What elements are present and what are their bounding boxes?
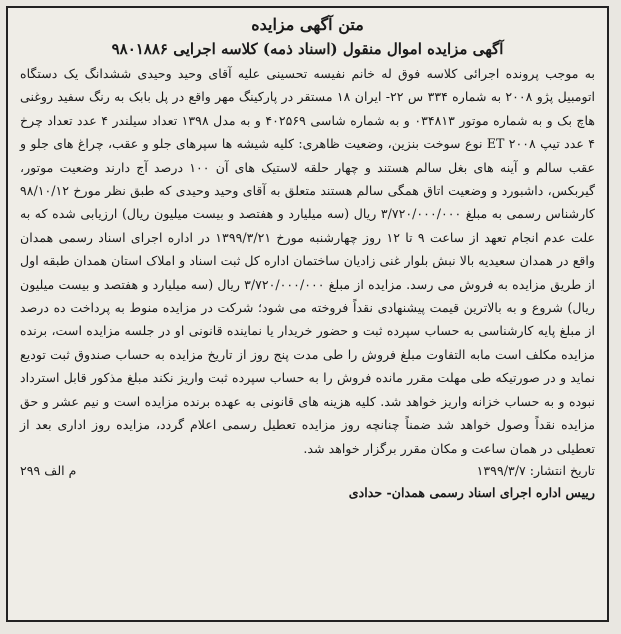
notice-code: م الف ۲۹۹ <box>20 462 77 478</box>
footer-row <box>20 460 595 482</box>
auction-notice <box>6 6 609 622</box>
notice-subtitle: آگهی مزایده اموال منقول (اسناد ذمه) کلاسه اجرایی ۹۸۰۱۸۸۶ <box>111 40 504 58</box>
notice-title: متن آگهی مزایده <box>251 15 364 34</box>
signature-line: رییس اداره اجرای اسناد رسمی همدان- حدادی <box>348 484 595 500</box>
notice-footer <box>8 460 607 504</box>
notice-body-text: به موجب پرونده اجرائی کلاسه فوق له خانم نفیسه تحسینی علیه آقای وحید وحیدی ششدانگ یک دستگاه اتومبیل پژو ۲۰۰۸ به شماره ۳۳۴ س ۲۲- ایران ۱۸ مستقر در پارکینگ مهر واقع در پل بابک به رنگ سفید روغنی هاچ بک و به شماره موتور ۰۳۴۸۱۳ و به شماره شاسی ۴۰۲۵۶۹ و به مدل ۱۳۹۸ تعداد سیلندر ۴ عدد تعداد چرخ ۴ عدد تیپ ET ۲۰۰۸ نوع سوخت بنزین، وضعیت ظاهری: کلیه شیشه ها سپرهای جلو و عقب، چراغ های جلو و عقب سالم و آینه های بغل سالم هستند و چهار حلقه لاستیک های آن ۱۰۰ درصد آج دارند وضعیت موتور، گیربکس، داشبورد و وضعیت اتاق همگی سالم هستند متعلق به آقای وحید وحیدی که طبق نظر مورخ ۹۸/۱۰/۱۲ کارشناس رسمی به مبلغ ۳/۷۲۰/۰۰۰/۰۰۰ ریال (سه میلیارد و هفتصد و بیست میلیون ریال) ارزیابی شده که به علت عدم انجام تعهد از ساعت ۹ تا ۱۲ روز چهارشنبه مورخ ۱۳۹۹/۳/۲۱ در اداره اجرای اسناد رسمی همدان واقع در همدان سعیدیه بالا نبش بلوار غنی زادیان ساختمان اداره کل ثبت اسناد و املاک استان همدان طبقه اول از طریق مزایده به فروش می رسد. مزایده از مبلغ ۳/۷۲۰/۰۰۰/۰۰۰ ریال (سه میلیارد و هفتصد و بیست میلیون ریال) شروع و به بالاترین قیمت پیشنهادی نقداً فروخته می شود؛ شرکت در مزایده منوط به پرداخت ده درصد از مبلغ پایه کارشناسی به حساب سپرده ثبت و حضور خریدار یا نماینده قانونی او در جلسه مزایده است، برنده مزایده مکلف است مابه التفاوت مبلغ فروش را طی مدت پنج روز از تاریخ مزایده به حساب صندوق ثبت تودیع نماید و در صورتیکه طی مهلت مقرر مانده فروش را به حساب سپرده ثبت واریز نکند مبلغ مذکور قابل استرداد نبوده و به حساب خزانه واریز خواهد شد. کلیه هزینه های قانونی به عهده برنده مزایده است و نیم عشر و حق مزایده نقداً وصول خواهد شد ضمناً چنانچه روز مزایده تعطیل رسمی اعلام گردد، مزایده روز اداری بعد از تعطیلی در همان ساعت و مکان مقرر برگزار خواهد شد. <box>20 66 596 456</box>
notice-body <box>8 60 607 460</box>
publish-date: تاریخ انتشار: ۱۳۹۹/۳/۷ <box>476 462 595 478</box>
